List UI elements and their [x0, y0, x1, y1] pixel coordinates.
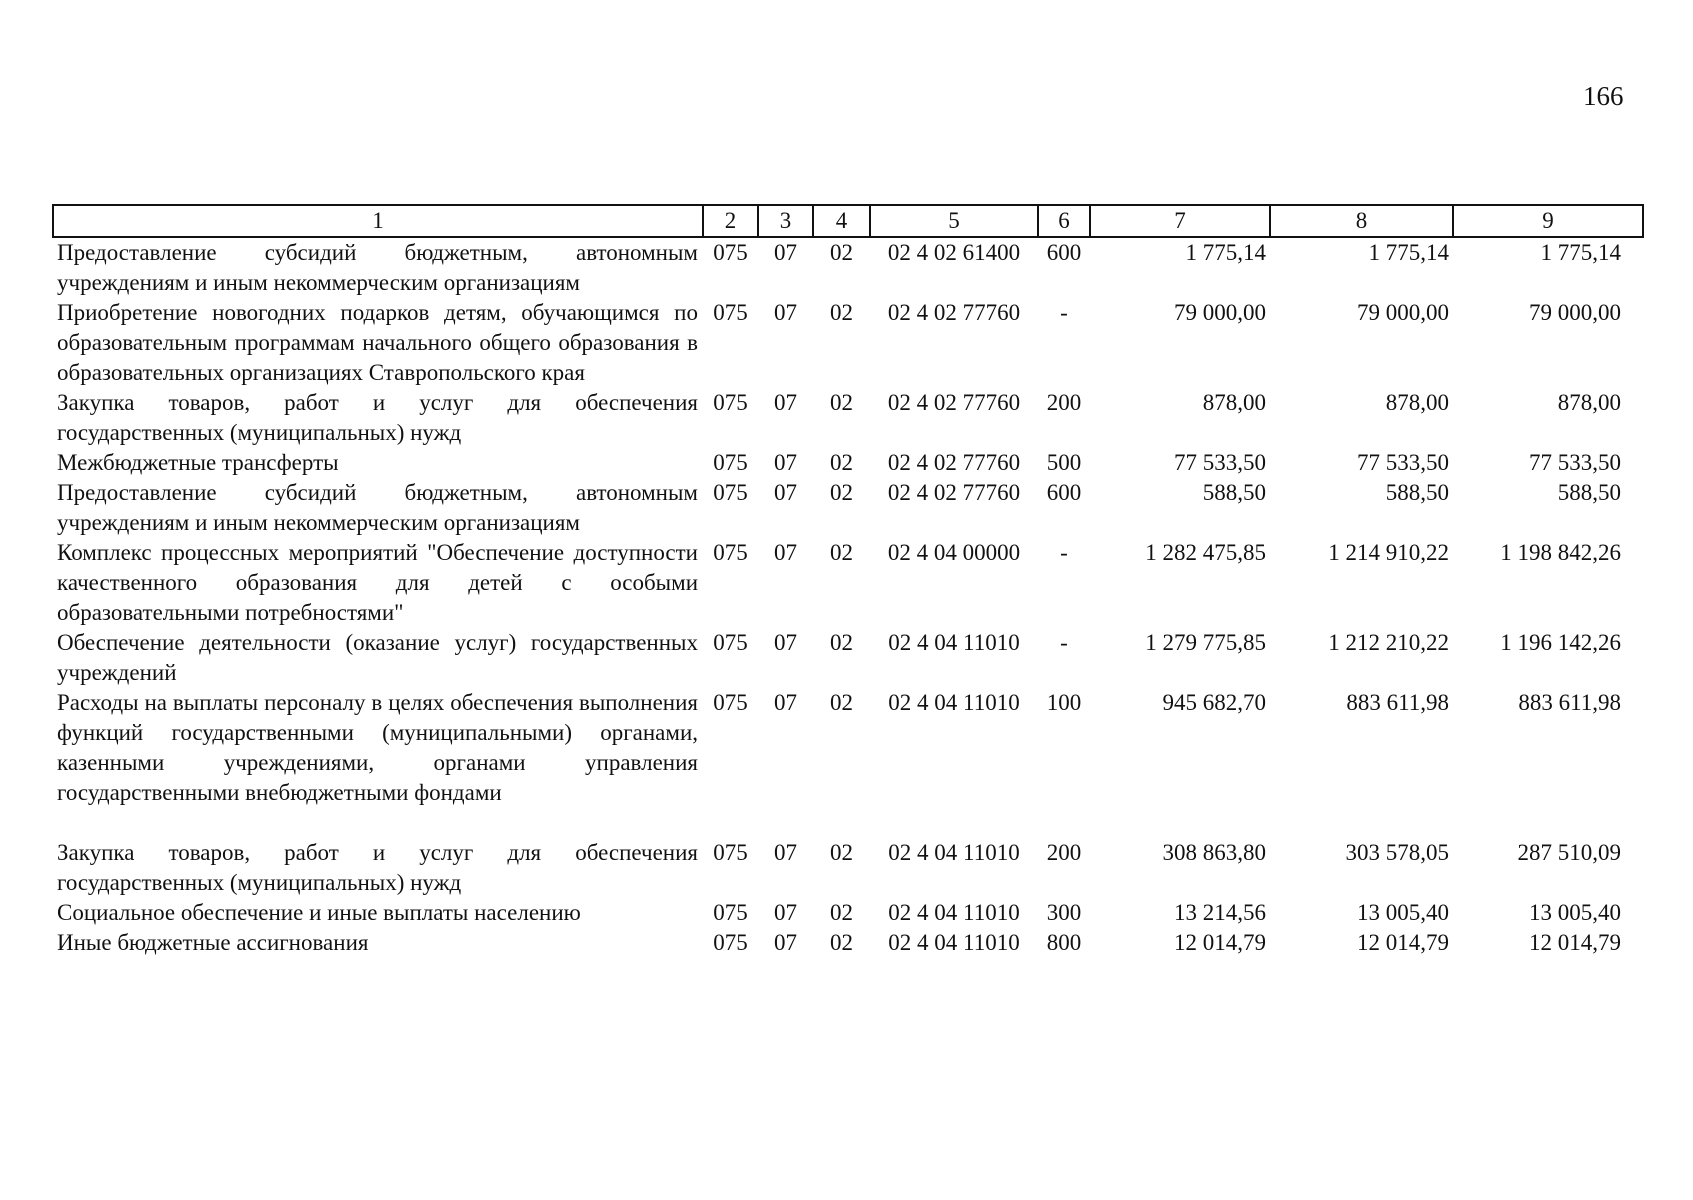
ministry-code: 075 — [713, 930, 748, 955]
target-article-code: 02 4 04 11010 — [888, 900, 1020, 925]
amount-column-8: 883 611,98 — [1346, 690, 1449, 715]
subsection-code: 02 — [830, 930, 853, 955]
target-article-code: 02 4 04 11010 — [888, 690, 1020, 715]
amount-column-7: 1 279 775,85 — [1145, 630, 1266, 655]
section-code: 07 — [774, 300, 797, 325]
section-code: 07 — [774, 630, 797, 655]
amount-column-9: 1 196 142,26 — [1500, 630, 1621, 655]
amount-column-9: 13 005,40 — [1529, 900, 1621, 925]
expense-type-code: 100 — [1046, 690, 1082, 715]
expense-type-code: - — [1060, 300, 1068, 325]
expense-name: Социальное обеспечение и иные выплаты населению — [57, 900, 581, 925]
amount-column-8: 1 214 910,22 — [1328, 540, 1449, 565]
target-article-code: 02 4 02 77760 — [887, 450, 1021, 475]
amount-column-7: 308 863,80 — [1162, 840, 1266, 865]
target-article-code: 02 4 02 77760 — [887, 390, 1021, 415]
expense-type-code: 600 — [1046, 480, 1082, 505]
amount-column-7: 77 533,50 — [1174, 450, 1266, 475]
section-code: 07 — [774, 480, 797, 505]
expense-type-code: - — [1060, 540, 1068, 565]
page-number: 166 — [1583, 81, 1624, 111]
subsection-code: 02 — [830, 480, 853, 505]
column-header: 4 — [813, 205, 870, 237]
amount-column-9: 878,00 — [1557, 390, 1621, 415]
amount-column-7: 945 682,70 — [1162, 690, 1266, 715]
table-row — [53, 298, 1643, 388]
table-row — [53, 448, 1643, 478]
ministry-code: 075 — [713, 480, 748, 505]
amount-column-7: 1 775,14 — [1185, 240, 1266, 265]
column-header: 1 — [53, 205, 703, 237]
amount-column-8: 12 014,79 — [1357, 930, 1449, 955]
amount-column-8: 1 775,14 — [1368, 240, 1449, 265]
amount-column-9: 1 198 842,26 — [1500, 540, 1621, 565]
expense-type-code: 200 — [1046, 840, 1082, 865]
amount-column-8: 79 000,00 — [1357, 300, 1449, 325]
amount-column-9: 1 775,14 — [1540, 240, 1621, 265]
subsection-code: 02 — [830, 390, 853, 415]
target-article-code: 02 4 04 11010 — [888, 840, 1020, 865]
column-header: 2 — [703, 205, 758, 237]
column-header: 7 — [1090, 205, 1270, 237]
amount-column-9: 77 533,50 — [1529, 450, 1621, 475]
expense-type-code: 200 — [1046, 390, 1082, 415]
target-article-code: 02 4 02 61400 — [887, 240, 1021, 265]
expense-name: Расходы на выплаты персоналу в целях обеспечения выполнения функций государственными (муниципальными) органами, казенными учреждениями, органами управления государственными внебюджетными фондами — [57, 690, 698, 805]
expense-name: Иные бюджетные ассигнования — [57, 930, 369, 955]
section-code: 07 — [774, 540, 797, 565]
target-article-code: 02 4 04 11010 — [888, 930, 1020, 955]
expense-name: Предоставление субсидий бюджетным, автономным учреждениям и иным некоммерческим организациям — [57, 240, 698, 295]
target-article-code: 02 4 04 00000 — [887, 540, 1021, 565]
ministry-code: 075 — [713, 630, 748, 655]
amount-column-7: 12 014,79 — [1174, 930, 1266, 955]
ministry-code: 075 — [713, 300, 748, 325]
table-row — [53, 898, 1643, 928]
expense-name: Закупка товаров, работ и услуг для обеспечения государственных (муниципальных) нужд — [57, 390, 698, 445]
ministry-code: 075 — [713, 840, 748, 865]
subsection-code: 02 — [830, 840, 853, 865]
amount-column-7: 13 214,56 — [1174, 900, 1266, 925]
subsection-code: 02 — [830, 900, 853, 925]
amount-column-9: 588,50 — [1557, 480, 1621, 505]
amount-column-9: 287 510,09 — [1517, 840, 1621, 865]
expense-type-code: 300 — [1046, 900, 1082, 925]
expense-name: Обеспечение деятельности (оказание услуг) государственных учреждений — [57, 630, 698, 685]
expense-type-code: 500 — [1046, 450, 1082, 475]
target-article-code: 02 4 02 77760 — [887, 300, 1021, 325]
subsection-code: 02 — [830, 450, 853, 475]
subsection-code: 02 — [830, 630, 853, 655]
amount-column-9: 12 014,79 — [1529, 930, 1621, 955]
amount-column-8: 1 212 210,22 — [1328, 630, 1449, 655]
subsection-code: 02 — [830, 540, 853, 565]
expense-type-code: 800 — [1046, 930, 1082, 955]
column-header: 9 — [1453, 205, 1643, 237]
ministry-code: 075 — [713, 900, 748, 925]
target-article-code: 02 4 02 77760 — [887, 480, 1021, 505]
expense-type-code: 600 — [1046, 240, 1082, 265]
amount-column-7: 878,00 — [1202, 390, 1266, 415]
column-header: 3 — [758, 205, 813, 237]
table-row — [53, 478, 1643, 538]
section-code: 07 — [774, 240, 797, 265]
section-code: 07 — [774, 390, 797, 415]
expense-name: Закупка товаров, работ и услуг для обеспечения государственных (муниципальных) нужд — [57, 840, 698, 895]
amount-column-8: 77 533,50 — [1357, 450, 1449, 475]
column-header: 6 — [1038, 205, 1090, 237]
amount-column-8: 303 578,05 — [1345, 840, 1449, 865]
expense-name: Предоставление субсидий бюджетным, автономным учреждениям и иным некоммерческим организациям — [57, 480, 698, 535]
amount-column-7: 1 282 475,85 — [1145, 540, 1266, 565]
column-header: 5 — [870, 205, 1038, 237]
expense-name: Межбюджетные трансферты — [57, 450, 339, 475]
header-row — [53, 205, 1643, 237]
section-code: 07 — [774, 840, 797, 865]
expense-type-code: - — [1060, 630, 1068, 655]
table-row — [53, 928, 1643, 958]
budget-table — [52, 204, 1644, 958]
amount-column-8: 13 005,40 — [1357, 900, 1449, 925]
ministry-code: 075 — [713, 240, 748, 265]
amount-column-9: 79 000,00 — [1529, 300, 1621, 325]
column-header: 8 — [1270, 205, 1453, 237]
amount-column-8: 588,50 — [1385, 480, 1449, 505]
ministry-code: 075 — [713, 540, 748, 565]
amount-column-7: 79 000,00 — [1174, 300, 1266, 325]
expense-name: Комплекс процессных мероприятий "Обеспечение доступности качественного образования для детей с особыми образовательными потребностями" — [57, 540, 698, 625]
subsection-code: 02 — [830, 300, 853, 325]
table-row — [53, 388, 1643, 448]
section-code: 07 — [774, 450, 797, 475]
section-code: 07 — [774, 900, 797, 925]
amount-column-9: 883 611,98 — [1518, 690, 1621, 715]
table-body — [53, 237, 1643, 958]
amount-column-7: 588,50 — [1202, 480, 1266, 505]
subsection-code: 02 — [830, 240, 853, 265]
ministry-code: 075 — [713, 690, 748, 715]
section-code: 07 — [774, 930, 797, 955]
table-row — [53, 237, 1643, 298]
ministry-code: 075 — [713, 450, 748, 475]
table-header — [53, 205, 1643, 237]
expense-name: Приобретение новогодних подарков детям, обучающимся по образовательным программам начального общего образования в образовательных организациях Ставропольского края — [57, 300, 698, 385]
table-row — [53, 688, 1643, 808]
table-row — [53, 628, 1643, 688]
table-row — [53, 808, 1643, 898]
amount-column-8: 878,00 — [1385, 390, 1449, 415]
ministry-code: 075 — [713, 390, 748, 415]
subsection-code: 02 — [830, 690, 853, 715]
table-row — [53, 538, 1643, 628]
target-article-code: 02 4 04 11010 — [888, 630, 1020, 655]
section-code: 07 — [774, 690, 797, 715]
